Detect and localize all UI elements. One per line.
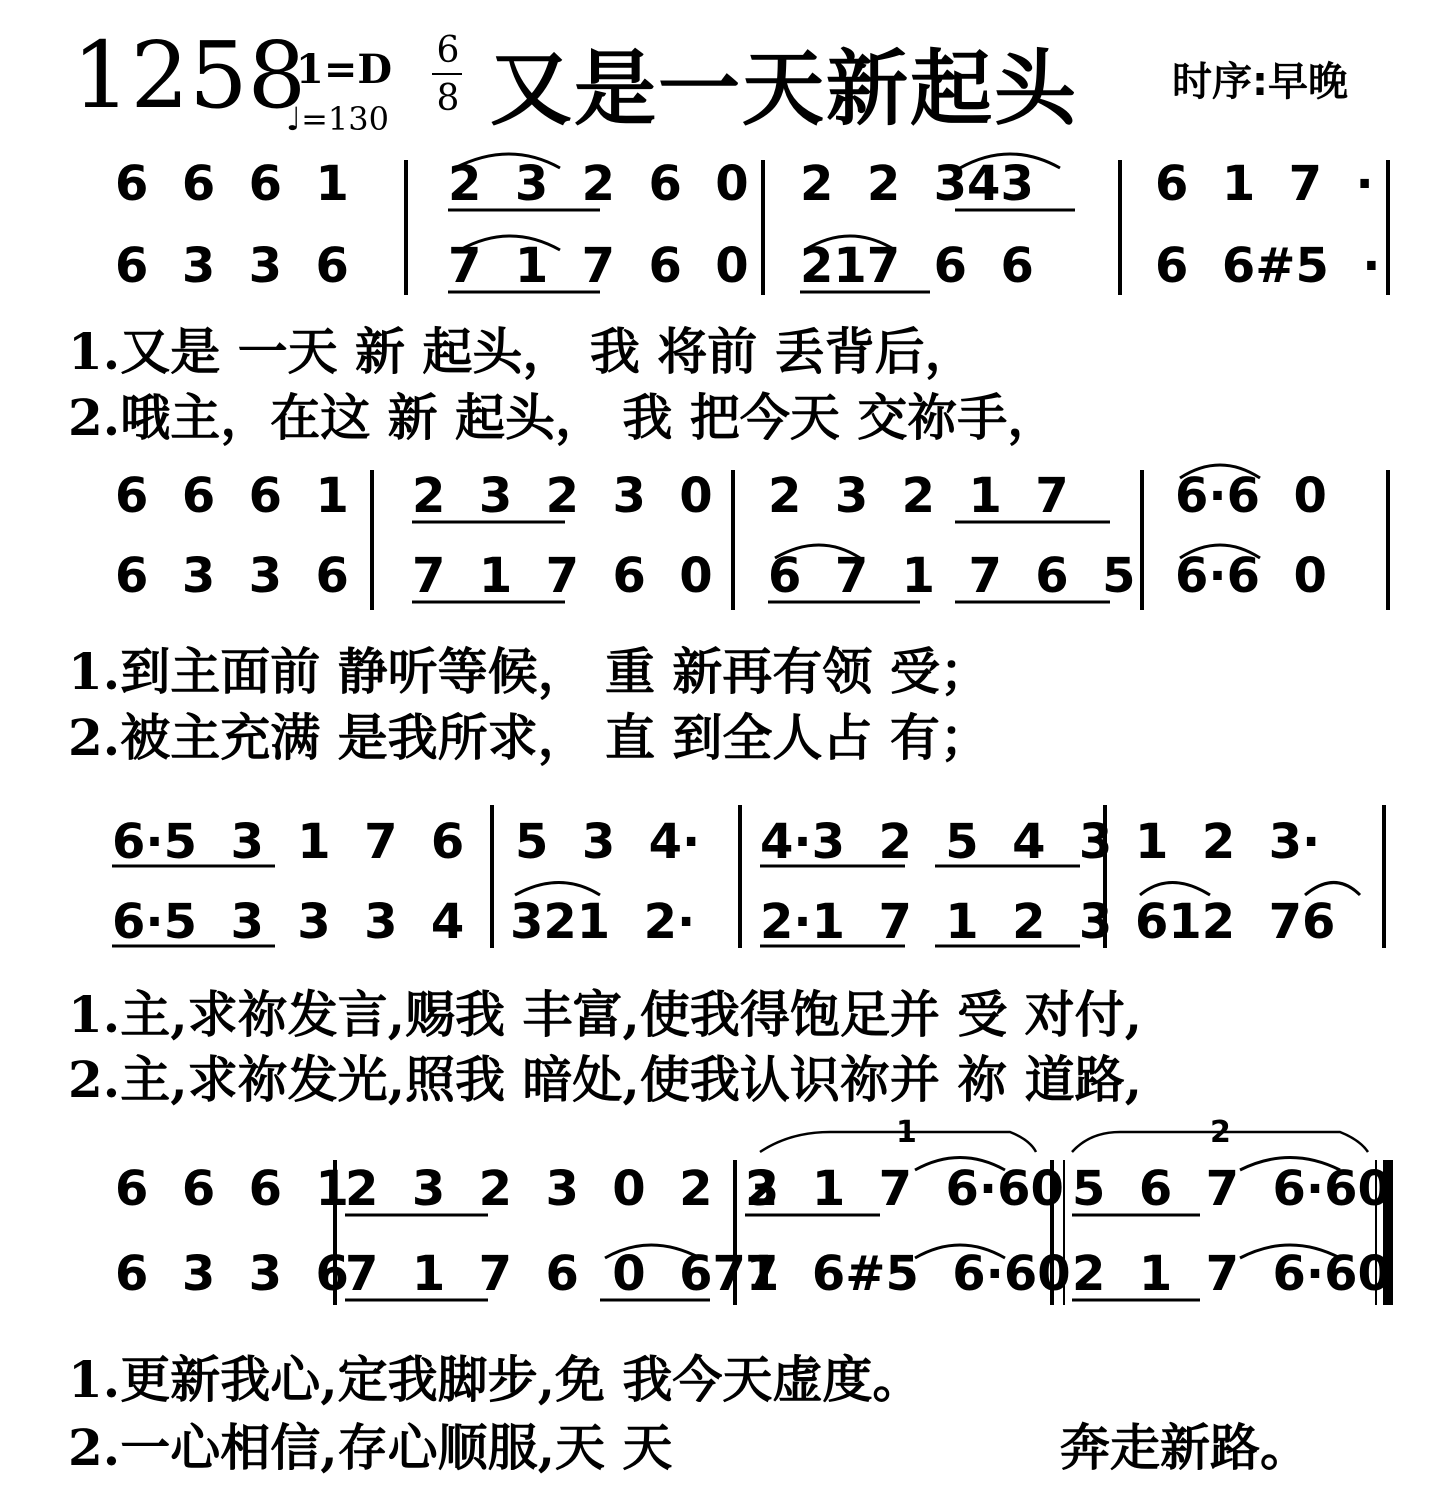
- lower-measure: 6 7 1 7 6 5: [768, 548, 1136, 604]
- time-signature-top: 6: [436, 30, 460, 71]
- lower-measure: 7 1 7 6 0: [448, 238, 749, 294]
- time-signature-bottom: 8: [436, 78, 460, 119]
- lower-measure: 6 3 3 6: [115, 548, 349, 604]
- upper-measure: 6·6 0: [1175, 468, 1327, 524]
- upper-measure: 5 6 7 6·60: [1072, 1161, 1391, 1217]
- lower-measure: 2·1 7 1 2 3: [760, 894, 1113, 950]
- volta-1-label: 1: [896, 1115, 917, 1150]
- lyric-verse2-line2: 2.被主充满 是我所求， 直 到全人占 有；: [68, 708, 990, 767]
- lyric-verse1-line1: 1.又是 一天 新 起头， 我 将前 丢背后，: [68, 322, 975, 381]
- upper-measure: 4·3 2 5 4 3: [760, 814, 1113, 870]
- lyric-verse2-line1: 2.哦主，在这 新 起头， 我 把今天 交祢手，: [68, 388, 1058, 447]
- tempo-marking: ♩=130: [286, 100, 389, 138]
- lyric-verse1-line3: 1.主,求祢发言,赐我 丰富,使我得饱足并 受 对付,: [68, 985, 1143, 1044]
- lower-measure: 217 6 6: [800, 238, 1034, 294]
- lower-measure: 6 6#5 ·: [1155, 238, 1381, 294]
- key-signature: 1=D: [296, 46, 393, 93]
- lower-measure: 2 1 7 6·60: [1072, 1246, 1391, 1302]
- season-label: 时序:早晚: [1172, 59, 1348, 105]
- lower-measure: 7 1 7 6 0 671: [345, 1246, 780, 1302]
- lyric-verse1-line2: 1.到主面前 静听等候， 重 新再有领 受；: [68, 642, 990, 701]
- lower-measure: 6 3 3 6: [115, 238, 349, 294]
- hymn-number: 1258: [72, 22, 307, 129]
- lyric-verse1-line4: 1.更新我心,定我脚步,免 我今天虚度。: [68, 1350, 923, 1409]
- upper-measure: 2 3 2 3 0: [412, 468, 713, 524]
- lower-measure: 6 3 3 6: [115, 1246, 349, 1302]
- lyric-verse2-line3: 2.主,求祢发光,照我 暗处,使我认识祢并 祢 道路,: [68, 1050, 1143, 1109]
- hymn-title: 又是一天新起头: [490, 42, 1079, 137]
- upper-measure: 2 3 2 1 7: [768, 468, 1069, 524]
- upper-measure: 1 2 3·: [1135, 814, 1321, 870]
- volta-2-label: 2: [1210, 1115, 1231, 1150]
- upper-measure: 6·5 3 1 7 6: [112, 814, 465, 870]
- lower-measure: 321 2·: [510, 894, 696, 950]
- upper-measure: 2 3 2 6 0: [448, 156, 749, 212]
- lower-measure: 6·5 3 3 3 4: [112, 894, 465, 950]
- upper-measure: 6 6 6 1: [115, 468, 349, 524]
- lower-measure: 7 1 7 6 0: [412, 548, 713, 604]
- upper-measure: 5 3 4·: [515, 814, 701, 870]
- lower-measure: 6·6 0: [1175, 548, 1327, 604]
- upper-measure: 2 1 7 6·60: [745, 1161, 1064, 1217]
- lyric-verse2-line4: 2.一心相信,存心顺服,天 天: [68, 1418, 673, 1477]
- lyric-verse2-line4-end: 奔走新路。: [1060, 1418, 1310, 1477]
- upper-measure: 2 3 2 3 0 2 3: [345, 1161, 780, 1217]
- lower-measure: 612 76: [1135, 894, 1336, 950]
- lower-measure: 7 6#5 6·60: [745, 1246, 1071, 1302]
- upper-measure: 2 2 343: [800, 156, 1034, 212]
- upper-measure: 6 6 6 1: [115, 156, 349, 212]
- upper-measure: 6 6 6 1: [115, 1161, 349, 1217]
- upper-measure: 6 1 7 ·: [1155, 156, 1374, 212]
